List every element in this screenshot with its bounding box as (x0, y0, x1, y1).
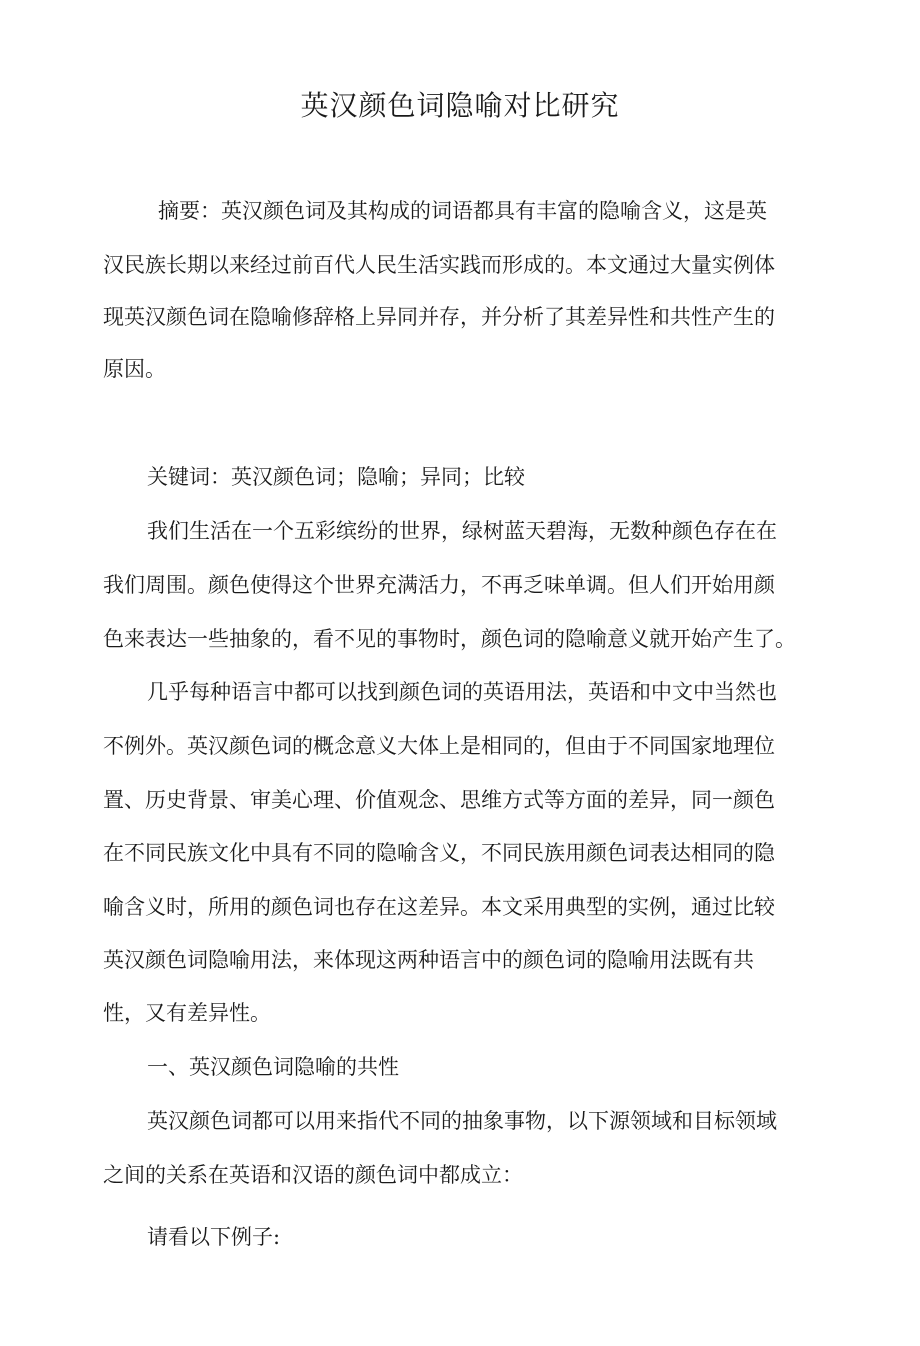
paragraph1-line-2: 我们周围。颜色使得这个世界充满活力，不再乏味单调。但人们开始用颜 (103, 573, 775, 597)
paragraph2-line-7: 性，又有差异性。 (103, 1001, 271, 1025)
paragraph1-line-1: 我们生活在一个五彩缤纷的世界，绿树蓝天碧海，无数种颜色存在在 (147, 519, 777, 543)
paragraph2-line-1: 几乎每种语言中都可以找到颜色词的英语用法，英语和中文中当然也 (147, 680, 777, 704)
document-title: 英汉颜色词隐喻对比研究 (300, 89, 620, 122)
abstract-line-1: 摘要：英汉颜色词及其构成的词语都具有丰富的隐喻含义，这是英 (158, 199, 767, 223)
abstract-line-4: 原因。 (103, 357, 166, 381)
paragraph2-line-2: 不例外。英汉颜色词的概念意义大体上是相同的，但由于不同国家地理位 (103, 734, 775, 758)
section1-heading: 一、英汉颜色词隐喻的共性 (147, 1055, 399, 1079)
abstract-line-3: 现英汉颜色词在隐喻修辞格上异同并存，并分析了其差异性和共性产生的 (103, 305, 775, 329)
paragraph3-line-1: 英汉颜色词都可以用来指代不同的抽象事物，以下源领域和目标领域 (147, 1109, 777, 1133)
abstract-line-2: 汉民族长期以来经过前百代人民生活实践而形成的。本文通过大量实例体 (103, 253, 775, 277)
keywords-line: 关键词：英汉颜色词；隐喻；异同；比较 (147, 465, 525, 489)
paragraph3-line-2: 之间的关系在英语和汉语的颜色词中都成立： (103, 1163, 523, 1187)
paragraph1-line-3: 色来表达一些抽象的，看不见的事物时，颜色词的隐喻意义就开始产生了。 (103, 627, 796, 651)
examples-intro: 请看以下例子: (147, 1225, 281, 1249)
paragraph2-line-5: 喻含义时，所用的颜色词也存在这差异。本文采用典型的实例，通过比较 (103, 895, 775, 919)
paragraph2-line-3: 置、历史背景、审美心理、价值观念、思维方式等方面的差异，同一颜色 (103, 788, 775, 812)
paragraph2-line-6: 英汉颜色词隐喻用法，来体现这两种语言中的颜色词的隐喻用法既有共 (103, 948, 754, 972)
paragraph2-line-4: 在不同民族文化中具有不同的隐喻含义，不同民族用颜色词表达相同的隐 (103, 841, 775, 865)
